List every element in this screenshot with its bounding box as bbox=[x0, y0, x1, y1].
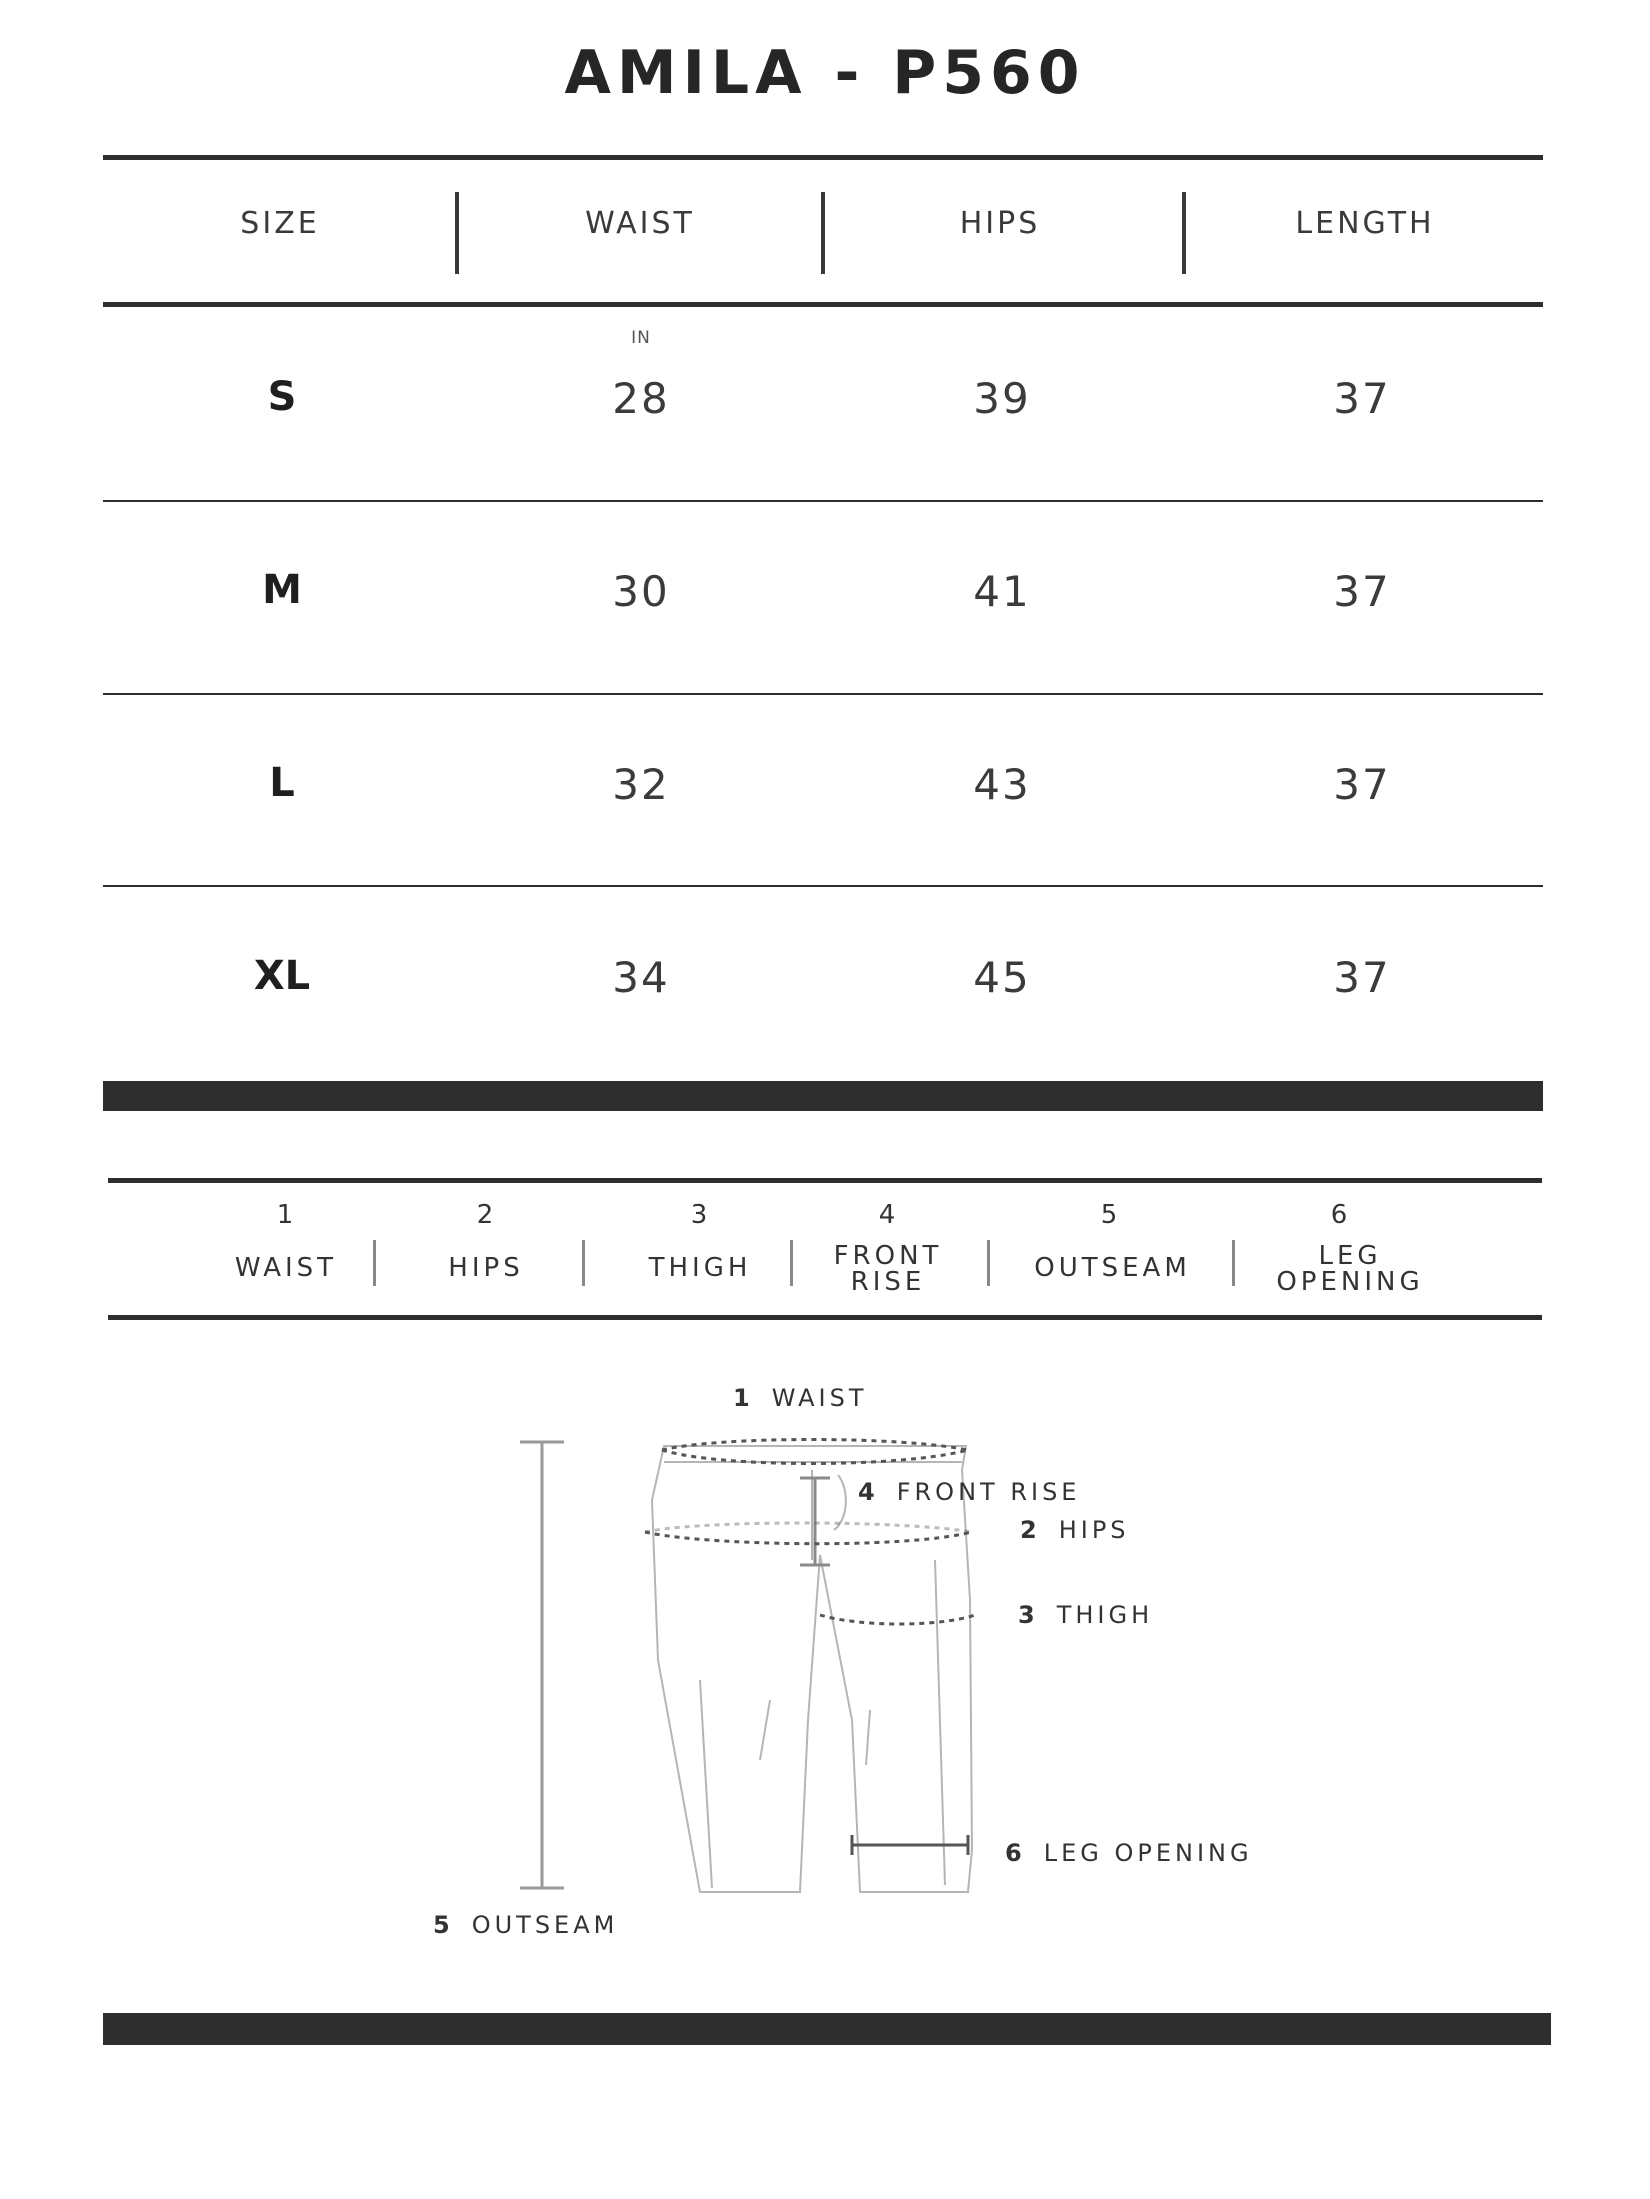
thigh-measure-line bbox=[820, 1615, 975, 1624]
unit-label: IN bbox=[631, 328, 651, 348]
legend-divider bbox=[582, 1240, 585, 1286]
row-size: L bbox=[269, 760, 295, 806]
legend-number: 6 bbox=[1330, 1200, 1350, 1230]
legend-label-thigh: THIGH bbox=[648, 1253, 752, 1283]
legend-label-leg-opening-line1: LEG bbox=[1318, 1241, 1382, 1271]
table-top-rule bbox=[103, 155, 1543, 160]
diagram-label-thigh: 3 THIGH bbox=[1018, 1601, 1154, 1629]
header-waist: WAIST bbox=[585, 206, 695, 241]
row-hips: 39 bbox=[973, 374, 1031, 423]
legend-number: 2 bbox=[476, 1200, 496, 1230]
table-header-rule bbox=[103, 302, 1543, 307]
hips-measure-line bbox=[645, 1532, 972, 1544]
row-divider bbox=[103, 693, 1543, 695]
front-rise-measure-line bbox=[800, 1478, 830, 1565]
legend-bottom-rule bbox=[108, 1315, 1542, 1320]
legend-number: 3 bbox=[690, 1200, 710, 1230]
header-divider bbox=[455, 192, 459, 274]
legend-divider bbox=[373, 1240, 376, 1286]
section-bar bbox=[103, 1081, 1543, 1111]
row-hips: 45 bbox=[973, 953, 1031, 1002]
legend-divider bbox=[790, 1240, 793, 1286]
leg-opening-measure-line bbox=[852, 1835, 968, 1855]
page-title: AMILA - P560 bbox=[564, 38, 1086, 108]
row-length: 37 bbox=[1333, 760, 1391, 809]
legend-number: 5 bbox=[1100, 1200, 1120, 1230]
header-length: LENGTH bbox=[1295, 206, 1435, 241]
row-waist: 28 bbox=[612, 374, 670, 423]
row-waist: 34 bbox=[612, 953, 670, 1002]
legend-divider bbox=[1232, 1240, 1235, 1286]
row-size: S bbox=[267, 374, 297, 420]
legend-number: 1 bbox=[276, 1200, 296, 1230]
row-waist: 30 bbox=[612, 567, 670, 616]
header-divider bbox=[821, 192, 825, 274]
row-length: 37 bbox=[1333, 567, 1391, 616]
row-divider bbox=[103, 885, 1543, 887]
legend-label-waist: WAIST bbox=[234, 1253, 338, 1283]
header-hips: HIPS bbox=[959, 206, 1041, 241]
legend-top-rule bbox=[108, 1178, 1542, 1183]
diagram-label-waist: 1 WAIST bbox=[733, 1384, 868, 1412]
row-size: XL bbox=[253, 953, 311, 999]
pants-outline bbox=[652, 1446, 972, 1892]
header-size: SIZE bbox=[240, 206, 320, 241]
row-waist: 32 bbox=[612, 760, 670, 809]
diagram-label-hips: 2 HIPS bbox=[1020, 1516, 1130, 1544]
outseam-measure-line bbox=[520, 1442, 564, 1888]
pants-diagram bbox=[0, 1380, 1650, 1940]
row-divider bbox=[103, 500, 1543, 502]
diagram-label-outseam: 5 OUTSEAM bbox=[433, 1911, 619, 1939]
legend-label-front-rise-line1: FRONT bbox=[833, 1241, 943, 1271]
diagram-label-front-rise: 4 FRONT RISE bbox=[858, 1478, 1081, 1506]
diagram-label-leg-opening: 6 LEG OPENING bbox=[1005, 1839, 1253, 1867]
legend-label-outseam: OUTSEAM bbox=[1034, 1253, 1191, 1283]
row-hips: 41 bbox=[973, 567, 1031, 616]
legend-number: 4 bbox=[878, 1200, 898, 1230]
legend-label-hips: HIPS bbox=[448, 1253, 524, 1283]
header-divider bbox=[1182, 192, 1186, 274]
row-hips: 43 bbox=[973, 760, 1031, 809]
row-length: 37 bbox=[1333, 953, 1391, 1002]
row-length: 37 bbox=[1333, 374, 1391, 423]
footer-bar bbox=[103, 2013, 1551, 2045]
legend-divider bbox=[987, 1240, 990, 1286]
row-size: M bbox=[262, 567, 302, 613]
legend-label-front-rise-line2: RISE bbox=[850, 1267, 926, 1297]
legend-label-leg-opening-line2: OPENING bbox=[1276, 1267, 1424, 1297]
